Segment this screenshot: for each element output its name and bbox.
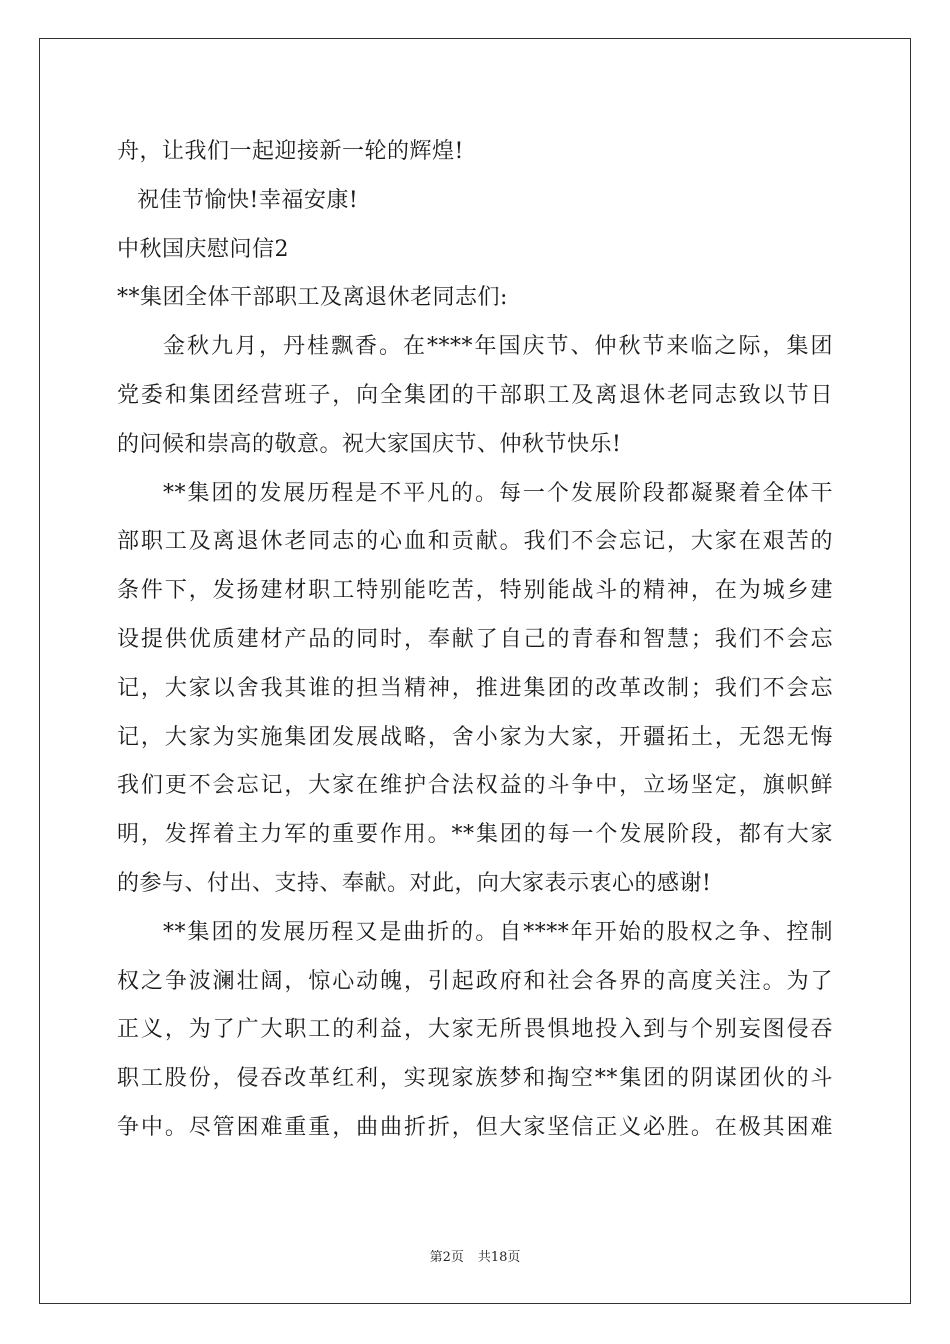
text-line: 条件下，发扬建材职工特别能吃苦，特别能战斗的精神，在为城乡建 xyxy=(117,578,833,604)
section-title: 中秋国庆慰问信2 xyxy=(117,236,289,262)
text-line: **集团的发展历程是不平凡的。每一个发展阶段都凝聚着全体干 xyxy=(163,480,833,506)
page-total: 共18页 xyxy=(477,1250,521,1265)
document-body xyxy=(117,128,833,1153)
text-line: 舟，让我们一起迎接新一轮的辉煌! xyxy=(117,139,464,164)
text-line: 权之争波澜壮阔，惊心动魄，引起政府和社会各界的高度关注。为了 xyxy=(117,968,833,994)
text-line: 部职工及离退休老同志的心血和贡献。我们不会忘记，大家在艰苦的 xyxy=(117,529,833,555)
text-line: 争中。尽管困难重重，曲曲折折，但大家坚信正义必胜。在极其困难 xyxy=(117,1114,833,1140)
salutation: **集团全体干部职工及离退休老同志们: xyxy=(117,285,508,311)
text-line: 设提供优质建材产品的同时，奉献了自己的青春和智慧；我们不会忘 xyxy=(117,626,833,652)
text-line: 的参与、付出、支持、奉献。对此，向大家表示衷心的感谢! xyxy=(117,870,712,896)
text-line: 我们更不会忘记，大家在维护合法权益的斗争中，立场坚定，旗帜鲜 xyxy=(117,773,833,799)
text-line: 祝佳节愉快!幸福安康! xyxy=(137,187,359,213)
text-line: 的问候和崇高的敬意。祝大家国庆节、仲秋节快乐! xyxy=(117,431,622,457)
text-line: 正义，为了广大职工的利益，大家无所畏惧地投入到与个别妄图侵吞 xyxy=(117,1017,833,1043)
text-line: 记，大家为实施集团发展战略，舍小家为大家，开疆拓土，无怨无悔 xyxy=(117,724,833,750)
page-number: 第2页 xyxy=(429,1250,464,1265)
text-line: 职工股份，侵吞改革红利，实现家族梦和掏空**集团的阴谋团伙的斗 xyxy=(117,1066,833,1092)
text-line: **集团的发展历程又是曲折的。自****年开始的股权之争、控制 xyxy=(163,919,833,945)
page-footer xyxy=(0,1246,950,1265)
text-line: 明，发挥着主力军的重要作用。**集团的每一个发展阶段，都有大家 xyxy=(117,822,833,848)
text-line: 金秋九月，丹桂飘香。在****年国庆节、仲秋节来临之际，集团 xyxy=(163,334,833,360)
text-line: 党委和集团经营班子，向全集团的干部职工及离退休老同志致以节日 xyxy=(117,382,833,408)
text-line: 记，大家以舍我其谁的担当精神，推进集团的改革改制；我们不会忘 xyxy=(117,675,833,701)
